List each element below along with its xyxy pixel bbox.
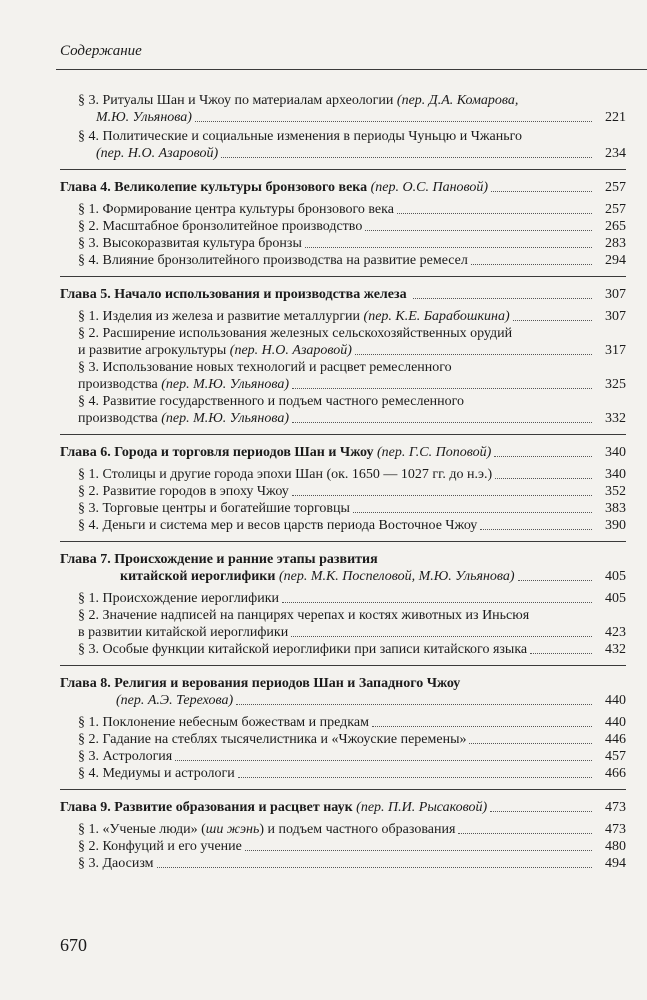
section-title: § 2. Гадание на стеблях тысячелистника и «Чжоуские перемены» [78,732,467,747]
section-title-cont: и развитие агрокультуры (пер. Н.О. Азаровой) [78,343,352,358]
section-title: § 2. Развитие городов в эпоху Чжоу [78,484,289,499]
dot-leader [305,247,592,248]
dot-leader [292,495,592,496]
page-ref: 390 [605,518,626,533]
section-title: § 1. Изделия из железа и развитие металлургии (пер. К.Е. Барабошкина) [78,309,510,324]
page-ref: 283 [605,236,626,251]
page-ref: 405 [605,591,626,606]
chapters-list [60,179,626,879]
chapter-heading [60,286,626,303]
section-title: § 3. Использование новых технологий и расцвет ремесленного [78,360,452,375]
toc-section [60,590,626,607]
dot-leader [397,213,592,214]
page-ref: 332 [605,411,626,426]
section-title: § 4. Развитие государственного и подъем частного ремесленного [78,394,465,409]
page-ref: 325 [605,377,626,392]
page-ref: 432 [605,642,626,657]
chapter-heading [60,179,626,196]
chapter-title: Происхождение и ранние этапы развития [114,552,378,567]
chapter-heading [60,799,626,816]
dot-leader [291,636,592,637]
dot-leader [490,811,592,812]
chapter-title: Начало использования и производства железа [114,287,407,302]
page-ref: 257 [605,180,626,195]
chapter [60,179,626,277]
toc-section [60,714,626,731]
page-ref: 466 [605,766,626,781]
toc-section [60,821,626,838]
chapter [60,551,626,666]
chapter-title-cont: китайской иероглифики [120,569,276,584]
table-of-contents [60,92,626,888]
page-ref: 473 [605,800,626,815]
dot-leader [282,602,592,603]
dot-leader [469,743,592,744]
dot-leader [195,121,592,122]
page-ref: 423 [605,625,626,640]
toc-section [60,765,626,782]
toc-section [60,748,626,765]
dot-leader [245,850,592,851]
toc-section [60,466,626,483]
section-title: § 4. Медиумы и астрологи [78,766,235,781]
section-translator-cont: М.Ю. Ульянова) [96,110,192,125]
page-ref: 457 [605,749,626,764]
section-title: § 4. Политические и социальные изменения в периоды Чуньцю и Чжаньго [78,129,522,144]
page-ref: 446 [605,732,626,747]
section-title: § 1. Формирование центра культуры бронзового века [78,202,394,217]
toc-section [60,325,626,359]
dot-leader [513,320,592,321]
chapter [60,799,626,879]
chapter-number: Глава 5. [60,287,111,302]
toc-section [60,128,626,162]
section-title: § 4. Деньги и система мер и весов царств периода Восточное Чжоу [78,518,478,533]
toc-section [60,483,626,500]
chapter-title: Развитие образования и расцвет наук [114,800,353,815]
section-translator: (пер. Д.А. Комарова, [396,93,519,108]
toc-section [60,235,626,252]
section-title: § 3. Астрология [78,749,173,764]
section-title: § 2. Значение надписей на панцирях черепах и костях животных из Иньсюя [78,608,530,623]
dot-leader [494,456,592,457]
dot-leader [530,653,592,654]
toc-section [60,641,626,658]
dot-leader [458,833,592,834]
dot-leader [221,157,592,158]
section-title: § 2. Масштабное бронзолитейное производство [78,219,363,234]
page-ref: 352 [605,484,626,499]
chapter-translator: (пер. М.К. Поспеловой, М.Ю. Ульянова) [278,569,515,584]
section-title: § 2. Конфуций и его учение [78,839,242,854]
section-title: § 1. «Ученые люди» (ши жэнь) и подъем частного образования [78,822,456,837]
toc-section [60,393,626,427]
dot-leader [355,354,592,355]
toc-section [60,607,626,641]
toc-section [60,92,626,126]
chapter-title: Города и торговля периодов Шан и Чжоу [114,445,374,460]
page-ref: 307 [605,309,626,324]
section-title: § 2. Расширение использования железных сельскохозяйственных орудий [78,326,513,341]
page-ref: 340 [605,445,626,460]
section-title-cont: в развитии китайской иероглифики [78,625,289,640]
chapter-translator: (пер. П.И. Рысаковой) [356,800,488,815]
page-ref: 405 [605,569,626,584]
toc-section [60,855,626,872]
dot-leader [471,264,592,265]
chapter-number: Глава 9. [60,800,111,815]
section-title: § 1. Происхождение иероглифики [78,591,280,606]
chapter-number: Глава 4. [60,180,111,195]
page-ref: 473 [605,822,626,837]
page-ref: 440 [605,693,626,708]
chapter-title: Великолепие культуры бронзового века [114,180,368,195]
dot-leader [365,230,592,231]
dot-leader [495,478,592,479]
chapter-translator: (пер. Г.С. Поповой) [376,445,492,460]
page-ref: 234 [605,146,626,161]
dot-leader [175,760,592,761]
dot-leader [353,512,592,513]
chapter-title: Религия и верования периодов Шан и Западного Чжоу [114,676,461,691]
chapter [60,286,626,435]
toc-section [60,359,626,393]
section-title-cont: производства (пер. М.Ю. Ульянова) [78,411,290,426]
section-title-cont: производства (пер. М.Ю. Ульянова) [78,377,290,392]
section-title: § 3. Ритуалы Шан и Чжоу по материалам археологии [78,93,397,108]
section-translator: (пер. Н.О. Азаровой) [96,146,219,161]
chapter-number: Глава 7. [60,552,111,567]
page-ref: 480 [605,839,626,854]
page-ref: 265 [605,219,626,234]
chapter-translator: (пер. О.С. Пановой) [370,180,489,195]
dot-leader [236,704,592,705]
toc-section [60,201,626,218]
toc-section [60,252,626,269]
page-ref: 307 [605,287,626,302]
toc-section [60,500,626,517]
page-ref: 221 [605,110,626,125]
page-ref: 317 [605,343,626,358]
dot-leader [480,529,592,530]
toc-section [60,838,626,855]
section-title: § 4. Влияние бронзолитейного производства на развитие ремесел [78,253,468,268]
page-ref: 340 [605,467,626,482]
page-ref: 494 [605,856,626,871]
toc-section [60,308,626,325]
section-title: § 1. Поклонение небесным божествам и предкам [78,715,369,730]
page-ref: 257 [605,202,626,217]
page-ref: 440 [605,715,626,730]
dot-leader [491,191,592,192]
page-ref: 294 [605,253,626,268]
toc-section [60,731,626,748]
section-title: § 1. Столицы и другие города эпохи Шан (ок. 1650 — 1027 гг. до н.э.) [78,467,493,482]
section-title: § 3. Особые функции китайской иероглифики при записи китайского языка [78,642,528,657]
dot-leader [292,422,592,423]
dot-leader [372,726,592,727]
dot-leader [238,777,592,778]
chapter [60,675,626,790]
chapter-3-continued [60,92,626,170]
chapter-heading [60,444,626,461]
dot-leader [518,580,592,581]
page-ref: 383 [605,501,626,516]
dot-leader [292,388,592,389]
section-title: § 3. Даосизм [78,856,154,871]
toc-section [60,517,626,534]
chapter-number: Глава 6. [60,445,111,460]
chapter-translator: (пер. А.Э. Терехова) [116,693,234,708]
toc-section [60,218,626,235]
section-title: § 3. Высокоразвитая культура бронзы [78,236,302,251]
section-title: § 3. Торговые центры и богатейшие торговцы [78,501,350,516]
chapter-heading [60,551,626,585]
running-header: Содержание [60,43,142,59]
chapter-heading [60,675,626,709]
chapter [60,444,626,542]
dot-leader [413,298,592,299]
page-number: 670 [60,935,87,955]
header-rule [56,69,647,70]
dot-leader [157,867,592,868]
chapter-number: Глава 8. [60,676,111,691]
